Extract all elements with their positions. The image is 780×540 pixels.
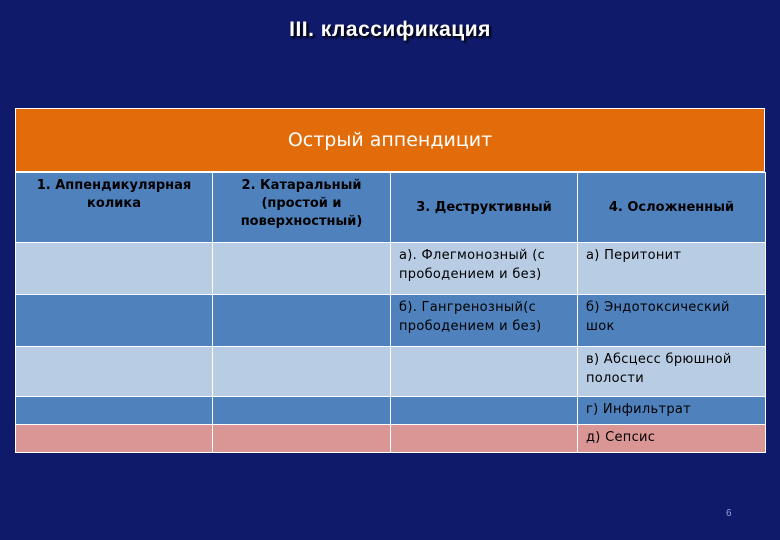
classification-grid (15, 172, 766, 453)
empty-cell (213, 243, 391, 295)
empty-cell (391, 425, 578, 453)
complication-item: в) Абсцесс брюшной полости (578, 347, 766, 397)
destructive-item: б). Гангренозный(с прободением и без) (391, 295, 578, 347)
page-number: 6 (726, 508, 732, 519)
table-row (16, 347, 766, 397)
slide-title: III. классификация (289, 18, 491, 41)
empty-cell (391, 347, 578, 397)
table-row (16, 295, 766, 347)
column-header-row (16, 173, 766, 243)
empty-cell (213, 347, 391, 397)
table-row (16, 425, 766, 453)
column-complicated: 4. Осложненный (578, 173, 766, 243)
empty-cell (16, 347, 213, 397)
table-row (16, 397, 766, 425)
complication-item: а) Перитонит (578, 243, 766, 295)
table-row (16, 243, 766, 295)
empty-cell (16, 243, 213, 295)
empty-cell (391, 397, 578, 425)
empty-cell (213, 425, 391, 453)
complication-item: б) Эндотоксический шок (578, 295, 766, 347)
column-destructive: 3. Деструктивный (391, 173, 578, 243)
destructive-item: а). Флегмонозный (с прободением и без) (391, 243, 578, 295)
empty-cell (213, 295, 391, 347)
empty-cell (16, 397, 213, 425)
classification-table (15, 108, 765, 453)
column-colic: 1. Аппендикулярная колика (16, 173, 213, 243)
table-header: Острый аппендицит (15, 108, 765, 172)
empty-cell (213, 397, 391, 425)
empty-cell (16, 295, 213, 347)
empty-cell (16, 425, 213, 453)
column-catarrhal: 2. Катаральный (простой и поверхностный) (213, 173, 391, 243)
complication-item: г) Инфильтрат (578, 397, 766, 425)
complication-item: д) Сепсис (578, 425, 766, 453)
